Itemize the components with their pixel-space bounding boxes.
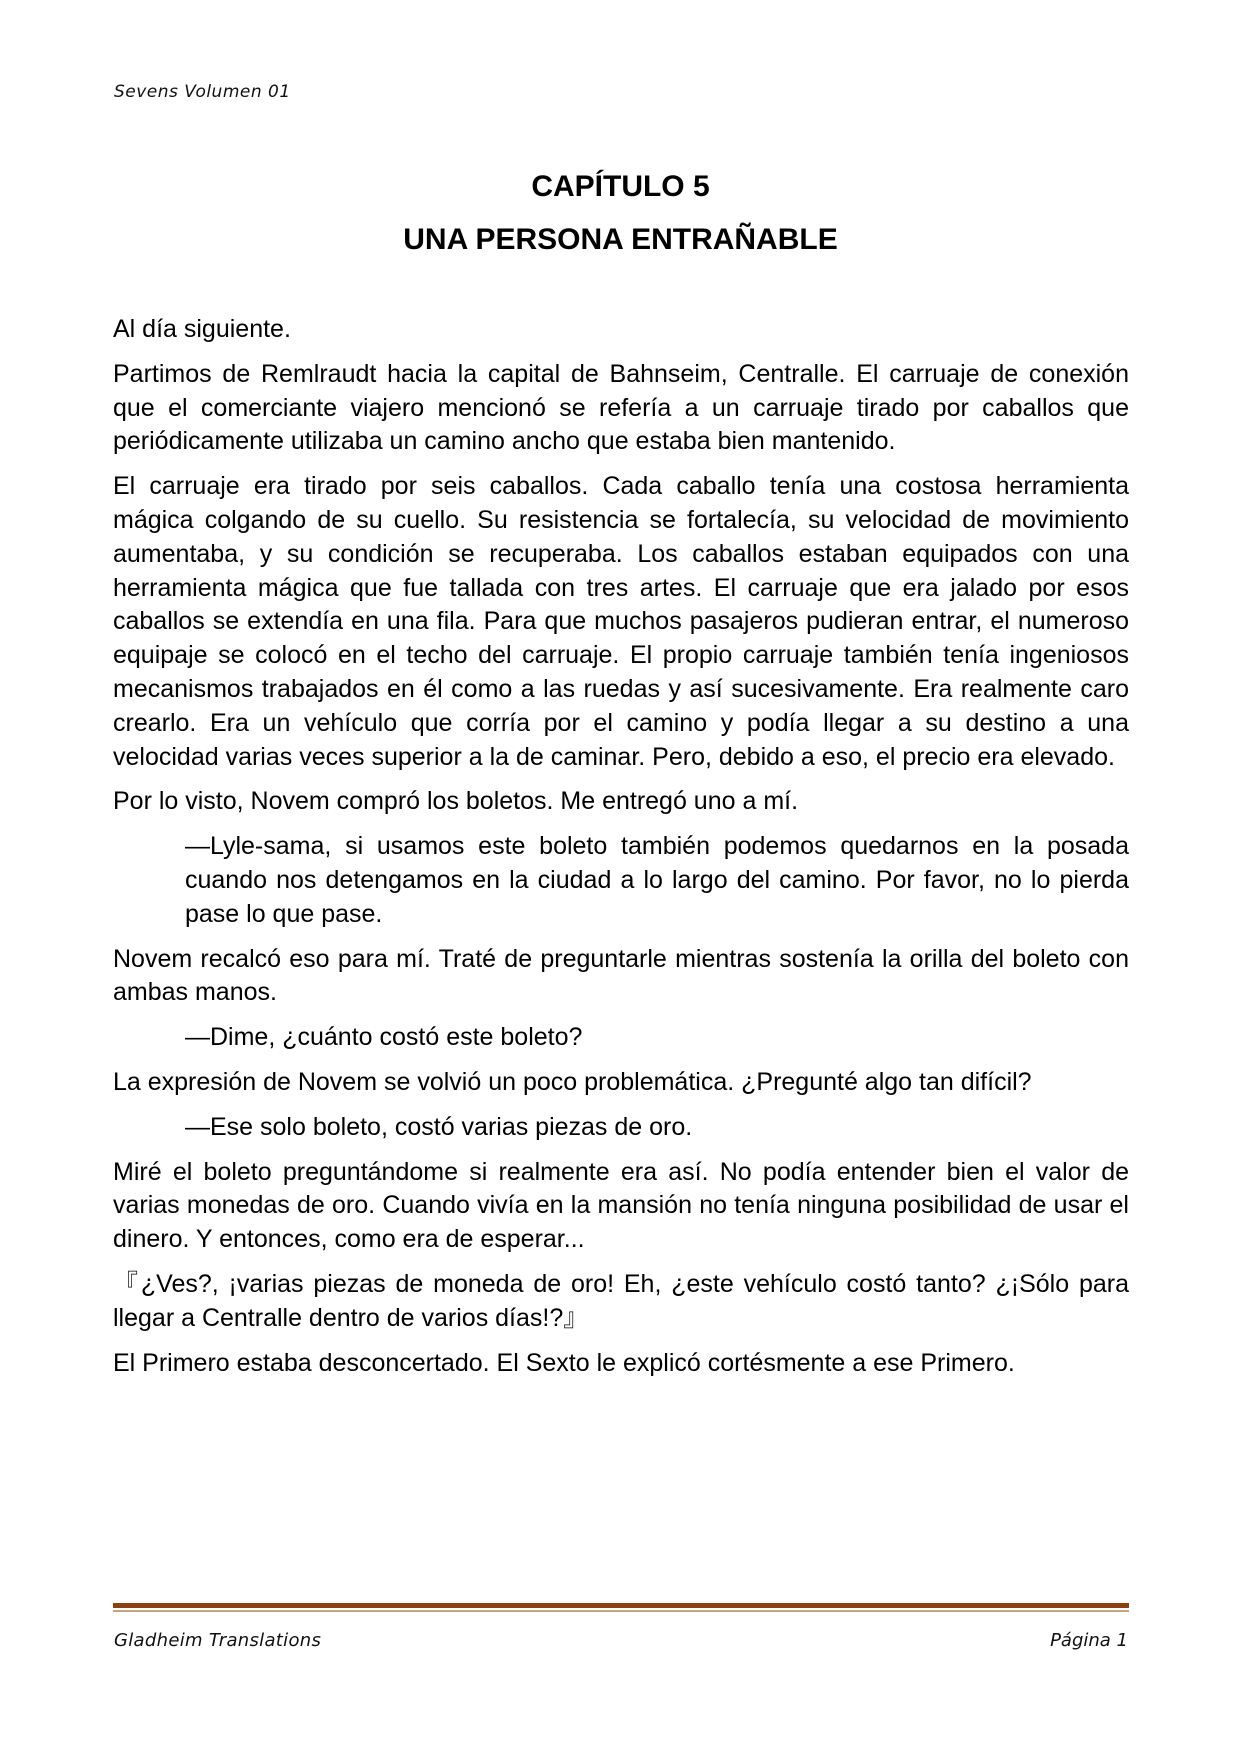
chapter-title: UNA PERSONA ENTRAÑABLE <box>403 223 838 256</box>
footer-rule <box>113 1603 1129 1608</box>
dialogue-paragraph: —Dime, ¿cuánto costó este boleto? <box>185 1023 583 1052</box>
chapter-number: CAPÍTULO 5 <box>531 170 710 203</box>
chapter-body <box>113 313 1129 1391</box>
footer-credit: Gladheim Translations <box>114 1630 322 1651</box>
paragraph: La expresión de Novem se volvió un poco problemática. ¿Pregunté algo tan difícil? <box>113 1067 1032 1096</box>
paragraph: El carruaje era tirado por seis caballos. Cada caballo tenía una costosa herramienta mágica colgando de su cuello. Su resistencia se fortalecía, su velocidad de movimiento aumentaba, y su condición se recuperaba. Los caballos estaban equipados con una herramienta mágica que fue tallada con tres artes. El carruaje que era jalado por esos caballos se extendía en una fila. Para que muchos pasajeros pudieran entrar, el numeroso equipaje se colocó en el techo del carruaje. El propio carruaje también tenía ingeniosos mecanismos trabajados en él como a las ruedas y así sucesivamente. Era realmente caro crearlo. Era un vehículo que corría por el camino y podía llegar a su destino a una velocidad varias veces superior a la de caminar. Pero, debido a eso, el precio era elevado. <box>113 472 1129 771</box>
paragraph: Al día siguiente. <box>113 315 291 343</box>
footer-rule-thin <box>113 1610 1129 1612</box>
paragraph: Partimos de Remlraudt hacia la capital de Bahnseim, Centralle. El carruaje de conexión que el comerciante viajero mencionó se refería a un carruaje tirado por caballos que periódicamente utilizaba un camino ancho que estaba bien mantenido. <box>113 359 1129 456</box>
paragraph: Miré el boleto preguntándome si realmente era así. No podía entender bien el valor de varias monedas de oro. Cuando vivía en la mansión no tenía ninguna posibilidad de usar el dinero. Y entonces, como era de esperar... <box>113 1157 1129 1254</box>
paragraph: El Primero estaba desconcertado. El Sexto le explicó cortésmente a ese Primero. <box>113 1348 1015 1377</box>
paragraph: Por lo visto, Novem compró los boletos. Me entregó uno a mí. <box>113 787 799 816</box>
dialogue-paragraph: —Ese solo boleto, costó varias piezas de oro. <box>185 1112 693 1141</box>
chapter-heading <box>0 160 1241 266</box>
paragraph: Novem recalcó eso para mí. Traté de preguntarle mientras sostenía la orilla del boleto con ambas manos. <box>113 944 1129 1007</box>
page-number: Página 1 <box>1050 1630 1128 1651</box>
running-header: Sevens Volumen 01 <box>114 82 291 102</box>
dialogue-paragraph: —Lyle-sama, si usamos este boleto también podemos quedarnos en la posada cuando nos detengamos en la ciudad a lo largo del camino. Por favor, no lo pierda pase lo que pase. <box>185 832 1129 928</box>
telepathic-dialogue-paragraph: 『¿Ves?, ¡varias piezas de moneda de oro! Eh, ¿este vehículo costó tanto? ¿¡Sólo para llegar a Centralle dentro de varios días!?』 <box>113 1269 1129 1332</box>
